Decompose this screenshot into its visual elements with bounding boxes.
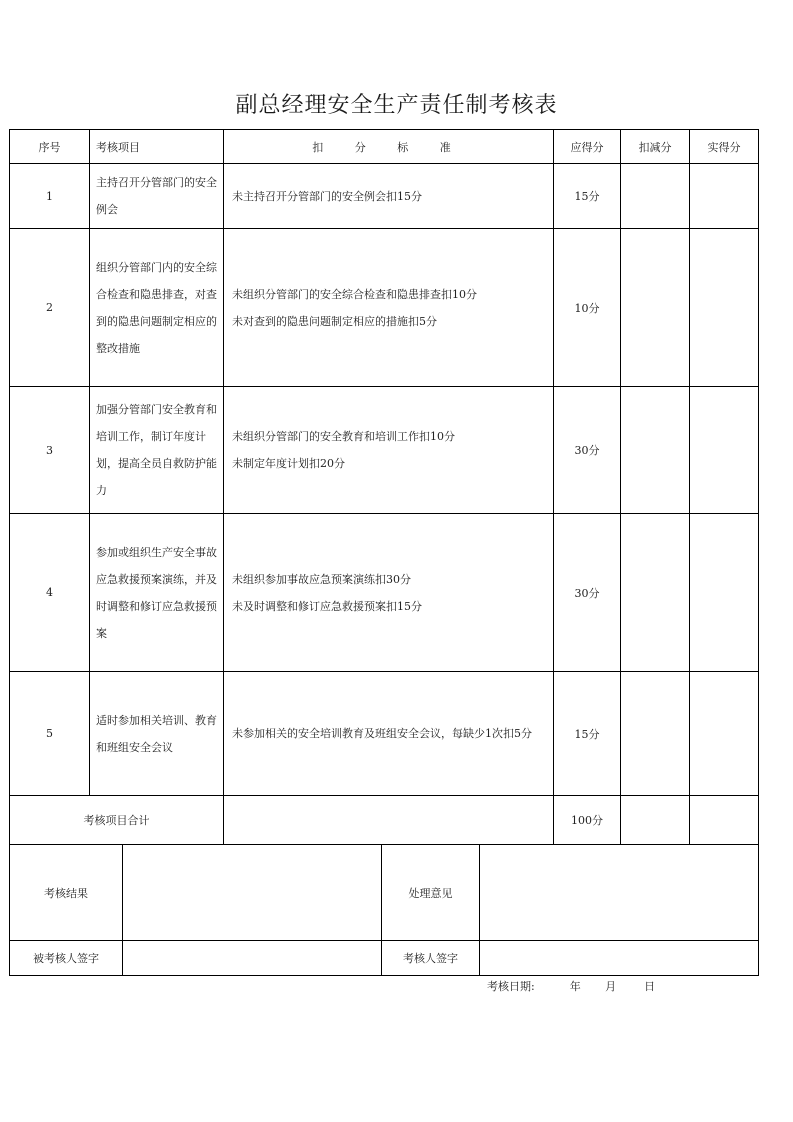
- signature-table: [9, 844, 759, 976]
- table-row: [10, 672, 759, 796]
- row-index: 3: [10, 387, 90, 514]
- signature-row: [10, 941, 759, 976]
- row-criteria: [224, 514, 554, 672]
- date-label: 考核日期:: [487, 980, 535, 993]
- row-index: 1: [10, 164, 90, 229]
- total-deduct-cell[interactable]: [621, 796, 690, 845]
- criteria-line: 未制定年度计划扣20分: [232, 457, 345, 470]
- row-actual-cell[interactable]: [690, 387, 759, 514]
- assessee-sign-field[interactable]: [123, 941, 382, 976]
- form-title: 副总经理安全生产责任制考核表: [235, 93, 558, 118]
- row-actual-cell[interactable]: [690, 164, 759, 229]
- row-actual-cell[interactable]: [690, 229, 759, 387]
- total-actual-cell[interactable]: [690, 796, 759, 845]
- result-row: [10, 845, 759, 941]
- row-actual-cell[interactable]: [690, 672, 759, 796]
- row-item: 适时参加相关培训、教育和班组安全会议: [90, 672, 224, 796]
- total-criteria-cell: [224, 796, 554, 845]
- total-label: 考核项目合计: [10, 796, 224, 845]
- row-index: 2: [10, 229, 90, 387]
- assessor-sign-label: 考核人签字: [382, 941, 480, 976]
- table-row: [10, 387, 759, 514]
- header-index: 序号: [10, 130, 90, 164]
- result-field[interactable]: [123, 845, 382, 941]
- assessment-date: [487, 978, 655, 994]
- header-criteria: 扣 分 标 准: [224, 130, 554, 164]
- assessee-sign-label: 被考核人签字: [10, 941, 123, 976]
- row-criteria: [224, 229, 554, 387]
- row-criteria: [224, 672, 554, 796]
- criteria-line: 未及时调整和修订应急救援预案扣15分: [232, 599, 422, 613]
- criteria-line: 未主持召开分管部门的安全例会扣15分: [232, 189, 422, 203]
- opinion-label: 处理意见: [382, 845, 480, 941]
- header-row: [10, 130, 759, 164]
- row-points: 30分: [554, 387, 621, 514]
- table-row: [10, 229, 759, 387]
- assessor-sign-field[interactable]: [480, 941, 759, 976]
- row-deduct-cell[interactable]: [621, 672, 690, 796]
- opinion-field[interactable]: [480, 845, 759, 941]
- row-points: 15分: [554, 672, 621, 796]
- total-row: [10, 796, 759, 845]
- row-criteria: [224, 387, 554, 514]
- table-row: [10, 514, 759, 672]
- table-row: [10, 164, 759, 229]
- row-deduct-cell[interactable]: [621, 387, 690, 514]
- row-deduct-cell[interactable]: [621, 164, 690, 229]
- row-criteria: [224, 164, 554, 229]
- row-points: 15分: [554, 164, 621, 229]
- criteria-line: 未对查到的隐患问题制定相应的措施扣5分: [232, 314, 437, 328]
- date-month: 月: [605, 980, 617, 993]
- header-deduct: 扣减分: [621, 130, 690, 164]
- row-index: 5: [10, 672, 90, 796]
- criteria-line: 未组织分管部门的安全教育和培训工作扣10分: [232, 430, 455, 443]
- assessment-table: [9, 129, 759, 845]
- header-actual: 实得分: [690, 130, 759, 164]
- result-label: 考核结果: [10, 845, 123, 941]
- criteria-line: 未组织参加事故应急预案演练扣30分: [232, 572, 411, 586]
- header-points: 应得分: [554, 130, 621, 164]
- row-actual-cell[interactable]: [690, 514, 759, 672]
- row-deduct-cell[interactable]: [621, 514, 690, 672]
- total-points: 100分: [554, 796, 621, 845]
- date-year: 年: [569, 980, 581, 993]
- criteria-line: 未组织分管部门的安全综合检查和隐患排查扣10分: [232, 287, 477, 301]
- row-item: 主持召开分管部门的安全例会: [90, 164, 224, 229]
- row-points: 30分: [554, 514, 621, 672]
- date-day: 日: [644, 980, 656, 993]
- row-index: 4: [10, 514, 90, 672]
- header-item: 考核项目: [90, 130, 224, 164]
- row-item: 组织分管部门内的安全综合检查和隐患排查，对查到的隐患问题制定相应的整改措施: [90, 229, 224, 387]
- row-item: 参加或组织生产安全事故应急救援预案演练，并及时调整和修订应急救援预案: [90, 514, 224, 672]
- row-item: 加强分管部门安全教育和培训工作，制订年度计划，提高全员自救防护能力: [90, 387, 224, 514]
- criteria-line: 未参加相关的安全培训教育及班组安全会议，每缺少1次扣5分: [232, 727, 532, 740]
- row-points: 10分: [554, 229, 621, 387]
- row-deduct-cell[interactable]: [621, 229, 690, 387]
